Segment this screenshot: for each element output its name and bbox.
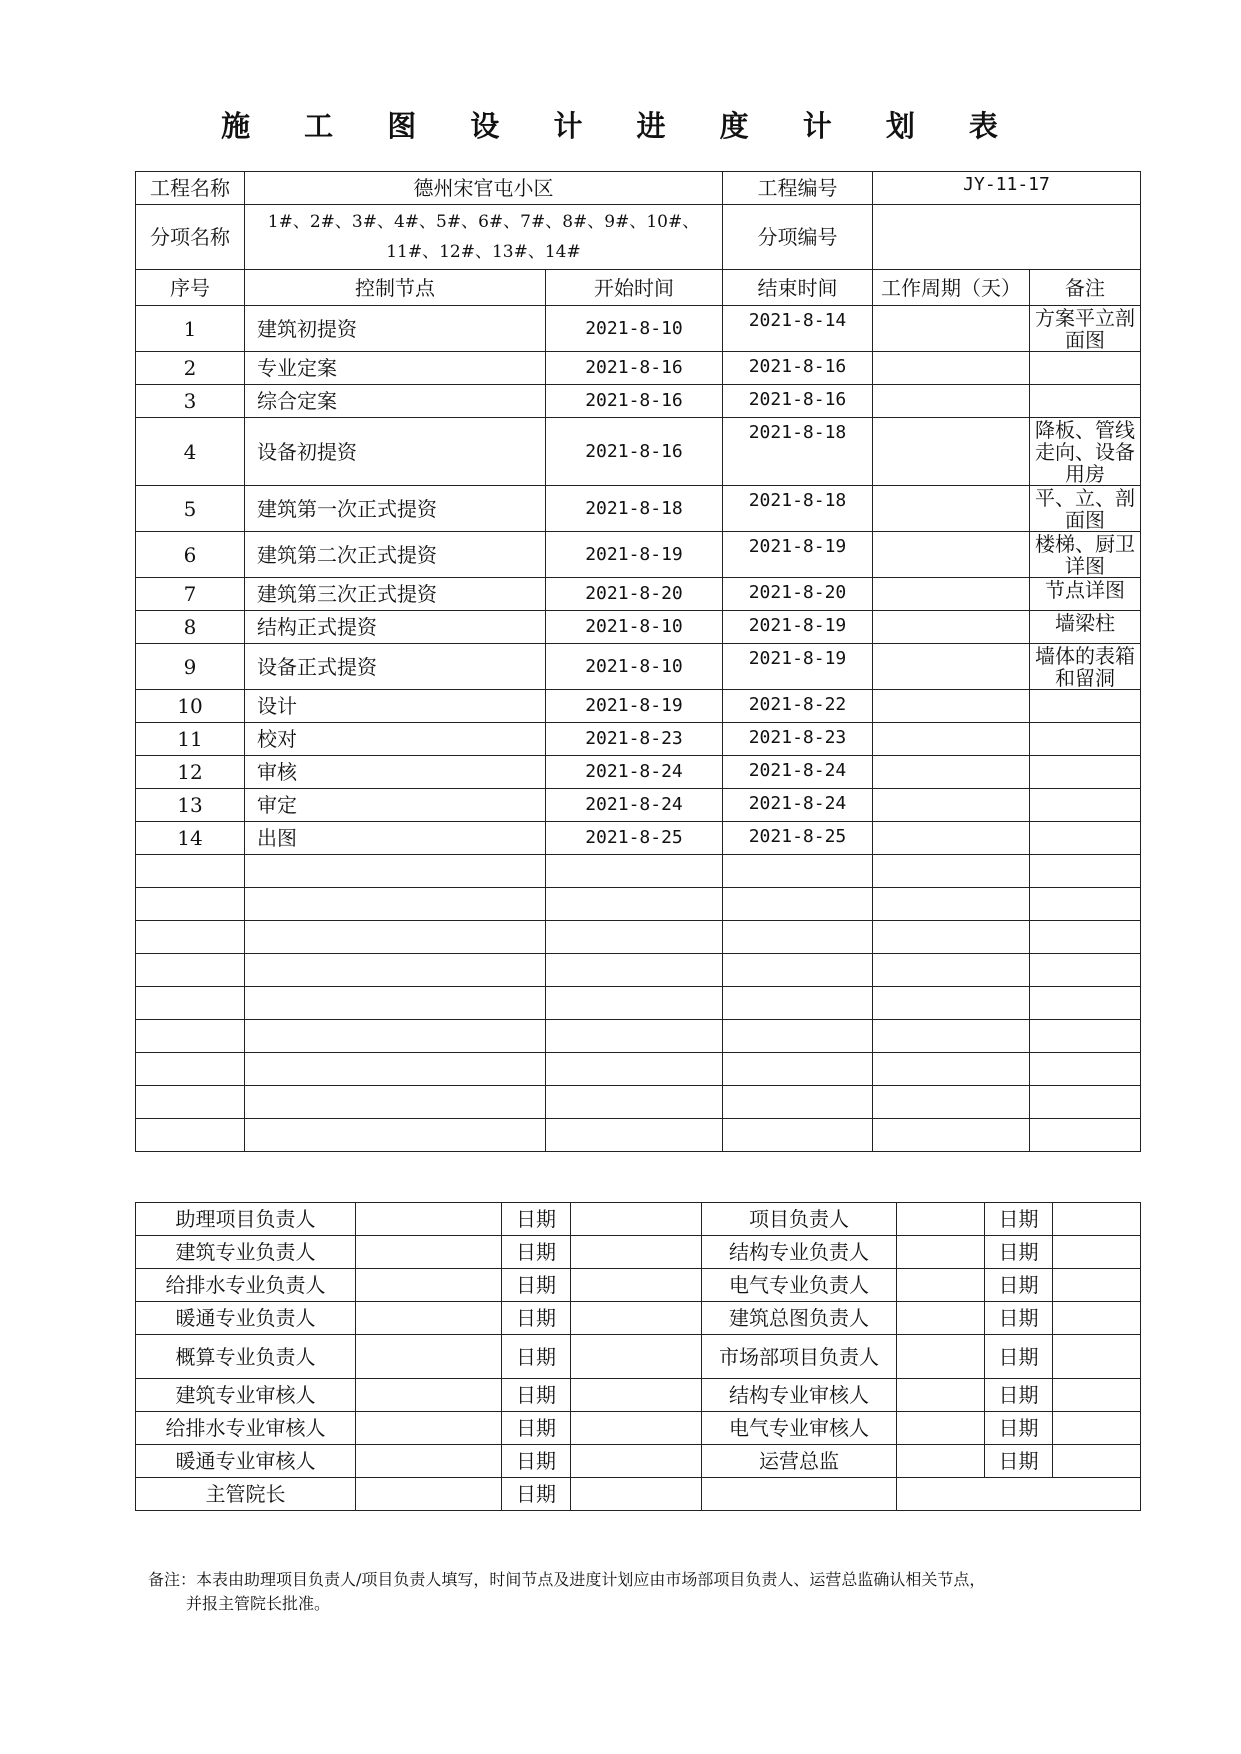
date-label-left: 日期 — [502, 1203, 571, 1236]
row-start: 2021-8-10 — [546, 306, 723, 352]
date-label-right: 日期 — [985, 1302, 1053, 1335]
subitem-name-value: 1#、2#、3#、4#、5#、6#、7#、8#、9#、10#、11#、12#、13#、14# — [245, 205, 723, 270]
empty-cell — [546, 987, 723, 1020]
row-start: 2021-8-18 — [546, 486, 723, 532]
signature-role-right: 电气专业负责人 — [702, 1269, 897, 1302]
schedule-row — [136, 352, 1141, 385]
footnote — [148, 1568, 1138, 1616]
project-name-row — [136, 172, 1141, 205]
empty-row — [136, 987, 1141, 1020]
empty-cell — [1030, 888, 1141, 921]
date-label-right: 日期 — [985, 1412, 1053, 1445]
date-field-left — [571, 1478, 702, 1511]
project-name-value: 德州宋官屯小区 — [245, 172, 723, 205]
empty-cell — [546, 1053, 723, 1086]
empty-cell — [546, 888, 723, 921]
row-end: 2021-8-19 — [723, 611, 873, 644]
col-header-node: 控制节点 — [245, 270, 546, 306]
signature-role-right: 市场部项目负责人 — [702, 1335, 897, 1379]
signature-row — [136, 1236, 1141, 1269]
empty-cell — [136, 987, 245, 1020]
empty-cell — [245, 1053, 546, 1086]
empty-cell — [723, 1053, 873, 1086]
row-period — [873, 690, 1030, 723]
row-period — [873, 352, 1030, 385]
empty-cell — [546, 855, 723, 888]
date-label-right: 日期 — [985, 1335, 1053, 1379]
date-field-right — [1053, 1302, 1141, 1335]
empty-cell — [136, 1053, 245, 1086]
signature-role-right: 结构专业负责人 — [702, 1236, 897, 1269]
row-seq: 9 — [136, 644, 245, 690]
col-header-remark: 备注 — [1030, 270, 1141, 306]
row-period — [873, 756, 1030, 789]
signature-role-right: 电气专业审核人 — [702, 1412, 897, 1445]
date-field-right — [1053, 1445, 1141, 1478]
signature-field-left — [356, 1269, 502, 1302]
row-remark: 楼梯、厨卫详图 — [1030, 532, 1141, 578]
row-start: 2021-8-10 — [546, 611, 723, 644]
empty-cell — [723, 1119, 873, 1152]
signature-role-left: 给排水专业负责人 — [136, 1269, 356, 1302]
row-node: 综合定案 — [245, 385, 546, 418]
empty-cell — [245, 921, 546, 954]
row-seq: 7 — [136, 578, 245, 611]
signature-field-right — [897, 1412, 985, 1445]
col-header-start: 开始时间 — [546, 270, 723, 306]
signature-role-right — [702, 1478, 897, 1511]
date-label-right: 日期 — [985, 1203, 1053, 1236]
signature-field-right — [897, 1236, 985, 1269]
schedule-row — [136, 723, 1141, 756]
empty-cell — [873, 921, 1030, 954]
col-header-seq: 序号 — [136, 270, 245, 306]
schedule-row — [136, 756, 1141, 789]
empty-cell — [245, 855, 546, 888]
row-start: 2021-8-20 — [546, 578, 723, 611]
row-node: 设备初提资 — [245, 418, 546, 486]
row-remark — [1030, 723, 1141, 756]
empty-cell — [1030, 855, 1141, 888]
schedule-row — [136, 486, 1141, 532]
row-remark — [1030, 352, 1141, 385]
row-period — [873, 611, 1030, 644]
signature-field-left — [356, 1335, 502, 1379]
empty-cell — [136, 954, 245, 987]
empty-cell — [1030, 954, 1141, 987]
signature-role-right: 结构专业审核人 — [702, 1379, 897, 1412]
date-label-left: 日期 — [502, 1478, 571, 1511]
schedule-row — [136, 644, 1141, 690]
row-period — [873, 306, 1030, 352]
empty-cell — [1030, 987, 1141, 1020]
schedule-row — [136, 789, 1141, 822]
row-node: 设备正式提资 — [245, 644, 546, 690]
signature-field-left — [356, 1203, 502, 1236]
row-start: 2021-8-19 — [546, 690, 723, 723]
row-end: 2021-8-24 — [723, 789, 873, 822]
column-header-row — [136, 270, 1141, 306]
row-start: 2021-8-25 — [546, 822, 723, 855]
signature-role-right: 建筑总图负责人 — [702, 1302, 897, 1335]
row-node: 建筑第一次正式提资 — [245, 486, 546, 532]
empty-cell — [1030, 921, 1141, 954]
row-seq: 12 — [136, 756, 245, 789]
row-remark: 降板、管线走向、设备用房 — [1030, 418, 1141, 486]
row-node: 建筑第三次正式提资 — [245, 578, 546, 611]
empty-cell — [1030, 1086, 1141, 1119]
row-start: 2021-8-19 — [546, 532, 723, 578]
date-field-right — [1053, 1269, 1141, 1302]
schedule-row — [136, 578, 1141, 611]
row-start: 2021-8-23 — [546, 723, 723, 756]
signature-field-left — [356, 1379, 502, 1412]
row-end: 2021-8-18 — [723, 486, 873, 532]
row-seq: 1 — [136, 306, 245, 352]
row-seq: 2 — [136, 352, 245, 385]
row-remark: 方案平立剖面图 — [1030, 306, 1141, 352]
row-period — [873, 385, 1030, 418]
date-label-right: 日期 — [985, 1445, 1053, 1478]
project-code-label: 工程编号 — [723, 172, 873, 205]
row-seq: 5 — [136, 486, 245, 532]
date-field-right — [1053, 1335, 1141, 1379]
row-seq: 11 — [136, 723, 245, 756]
date-label-left: 日期 — [502, 1269, 571, 1302]
row-node: 出图 — [245, 822, 546, 855]
project-name-label: 工程名称 — [136, 172, 245, 205]
empty-cell — [873, 855, 1030, 888]
signature-field-left — [356, 1236, 502, 1269]
empty-cell — [245, 987, 546, 1020]
date-label-right: 日期 — [985, 1236, 1053, 1269]
empty-cell — [245, 1020, 546, 1053]
empty-cell — [136, 921, 245, 954]
signature-table — [135, 1202, 1141, 1511]
row-period — [873, 723, 1030, 756]
row-seq: 8 — [136, 611, 245, 644]
empty-cell — [723, 888, 873, 921]
signature-role-left: 主管院长 — [136, 1478, 356, 1511]
signature-row — [136, 1203, 1141, 1236]
date-field-left — [571, 1203, 702, 1236]
date-label-right: 日期 — [985, 1269, 1053, 1302]
empty-cell — [723, 1086, 873, 1119]
subitem-code-label: 分项编号 — [723, 205, 873, 270]
row-remark: 平、立、剖面图 — [1030, 486, 1141, 532]
date-field-left — [571, 1412, 702, 1445]
row-period — [873, 644, 1030, 690]
row-node: 校对 — [245, 723, 546, 756]
project-code-value: JY-11-17 — [873, 172, 1141, 205]
row-period — [873, 532, 1030, 578]
row-end: 2021-8-20 — [723, 578, 873, 611]
row-end: 2021-8-19 — [723, 644, 873, 690]
row-remark — [1030, 690, 1141, 723]
signature-role-left: 概算专业负责人 — [136, 1335, 356, 1379]
row-start: 2021-8-16 — [546, 385, 723, 418]
signature-body — [136, 1203, 1141, 1511]
date-label-left: 日期 — [502, 1445, 571, 1478]
empty-row — [136, 1020, 1141, 1053]
empty-cell — [136, 888, 245, 921]
empty-cell — [245, 1119, 546, 1152]
empty-cell — [873, 1020, 1030, 1053]
empty-cell — [873, 1119, 1030, 1152]
footnote-line1: 备注：本表由助理项目负责人/项目负责人填写，时间节点及进度计划应由市场部项目负责人、运营总监确认相关节点， — [148, 1570, 986, 1589]
signature-field-right — [897, 1335, 985, 1379]
schedule-row — [136, 385, 1141, 418]
empty-cell — [546, 1119, 723, 1152]
empty-cell — [546, 921, 723, 954]
row-remark — [1030, 385, 1141, 418]
row-remark: 墙梁柱 — [1030, 611, 1141, 644]
date-label-right: 日期 — [985, 1379, 1053, 1412]
empty-row — [136, 855, 1141, 888]
empty-cell — [723, 855, 873, 888]
date-label-left: 日期 — [502, 1236, 571, 1269]
schedule-row — [136, 690, 1141, 723]
row-node: 设计 — [245, 690, 546, 723]
signature-row — [136, 1478, 1141, 1511]
schedule-row — [136, 418, 1141, 486]
schedule-table — [135, 171, 1141, 1152]
row-period — [873, 486, 1030, 532]
empty-row — [136, 921, 1141, 954]
empty-row — [136, 954, 1141, 987]
date-label-left: 日期 — [502, 1302, 571, 1335]
signature-role-left: 建筑专业负责人 — [136, 1236, 356, 1269]
signature-field-right — [897, 1302, 985, 1335]
date-label-left: 日期 — [502, 1335, 571, 1379]
date-field-left — [571, 1236, 702, 1269]
empty-cell — [1030, 1119, 1141, 1152]
signature-field-left — [356, 1478, 502, 1511]
row-start: 2021-8-24 — [546, 789, 723, 822]
subitem-name-label: 分项名称 — [136, 205, 245, 270]
row-remark: 节点详图 — [1030, 578, 1141, 611]
signature-field-right — [897, 1445, 985, 1478]
document-title: 施 工 图 设 计 进 度 计 划 表 — [221, 109, 1020, 143]
empty-cell — [873, 987, 1030, 1020]
row-node: 建筑初提资 — [245, 306, 546, 352]
empty-cell — [136, 1086, 245, 1119]
row-node: 审核 — [245, 756, 546, 789]
row-remark: 墙体的表箱和留洞 — [1030, 644, 1141, 690]
schedule-body — [136, 172, 1141, 1152]
empty-row — [136, 1086, 1141, 1119]
date-field-right — [1053, 1379, 1141, 1412]
row-start: 2021-8-16 — [546, 418, 723, 486]
empty-cell — [723, 1020, 873, 1053]
col-header-end: 结束时间 — [723, 270, 873, 306]
schedule-row — [136, 532, 1141, 578]
col-header-period: 工作周期（天） — [873, 270, 1030, 306]
empty-cell — [546, 1020, 723, 1053]
empty-row — [136, 1119, 1141, 1152]
empty-cell — [245, 1086, 546, 1119]
schedule-row — [136, 306, 1141, 352]
row-node: 专业定案 — [245, 352, 546, 385]
signature-field-right — [897, 1269, 985, 1302]
date-field-left — [571, 1302, 702, 1335]
row-node: 审定 — [245, 789, 546, 822]
signature-role-left: 暖通专业审核人 — [136, 1445, 356, 1478]
row-seq: 3 — [136, 385, 245, 418]
empty-cell — [546, 1086, 723, 1119]
row-end: 2021-8-14 — [723, 306, 873, 352]
subitem-code-value — [873, 205, 1141, 270]
row-remark — [1030, 822, 1141, 855]
signature-field-right — [897, 1478, 1141, 1511]
signature-row — [136, 1445, 1141, 1478]
signature-row — [136, 1302, 1141, 1335]
empty-cell — [873, 1086, 1030, 1119]
date-field-right — [1053, 1236, 1141, 1269]
signature-row — [136, 1269, 1141, 1302]
row-end: 2021-8-16 — [723, 352, 873, 385]
row-start: 2021-8-16 — [546, 352, 723, 385]
row-start: 2021-8-10 — [546, 644, 723, 690]
row-seq: 14 — [136, 822, 245, 855]
row-end: 2021-8-25 — [723, 822, 873, 855]
row-seq: 13 — [136, 789, 245, 822]
row-end: 2021-8-23 — [723, 723, 873, 756]
empty-cell — [546, 954, 723, 987]
row-remark — [1030, 756, 1141, 789]
empty-cell — [136, 855, 245, 888]
signature-role-right: 项目负责人 — [702, 1203, 897, 1236]
subitem-row — [136, 205, 1141, 270]
signature-role-left: 建筑专业审核人 — [136, 1379, 356, 1412]
empty-cell — [873, 888, 1030, 921]
row-remark — [1030, 789, 1141, 822]
schedule-row — [136, 611, 1141, 644]
row-seq: 10 — [136, 690, 245, 723]
row-end: 2021-8-24 — [723, 756, 873, 789]
signature-field-right — [897, 1379, 985, 1412]
row-end: 2021-8-22 — [723, 690, 873, 723]
row-start: 2021-8-24 — [546, 756, 723, 789]
signature-role-left: 给排水专业审核人 — [136, 1412, 356, 1445]
signature-role-left: 助理项目负责人 — [136, 1203, 356, 1236]
row-end: 2021-8-16 — [723, 385, 873, 418]
signature-role-right: 运营总监 — [702, 1445, 897, 1478]
date-field-right — [1053, 1412, 1141, 1445]
empty-cell — [723, 921, 873, 954]
empty-cell — [136, 1020, 245, 1053]
signature-role-left: 暖通专业负责人 — [136, 1302, 356, 1335]
date-field-left — [571, 1445, 702, 1478]
empty-cell — [1030, 1020, 1141, 1053]
signature-row — [136, 1335, 1141, 1379]
row-end: 2021-8-19 — [723, 532, 873, 578]
row-end: 2021-8-18 — [723, 418, 873, 486]
empty-cell — [723, 954, 873, 987]
row-seq: 4 — [136, 418, 245, 486]
row-period — [873, 578, 1030, 611]
date-field-right — [1053, 1203, 1141, 1236]
row-node: 结构正式提资 — [245, 611, 546, 644]
schedule-row — [136, 822, 1141, 855]
date-field-left — [571, 1379, 702, 1412]
signature-field-left — [356, 1412, 502, 1445]
empty-row — [136, 1053, 1141, 1086]
date-label-left: 日期 — [502, 1412, 571, 1445]
signature-row — [136, 1412, 1141, 1445]
row-node: 建筑第二次正式提资 — [245, 532, 546, 578]
empty-cell — [1030, 1053, 1141, 1086]
signature-field-left — [356, 1445, 502, 1478]
row-period — [873, 418, 1030, 486]
signature-field-left — [356, 1302, 502, 1335]
empty-cell — [873, 954, 1030, 987]
footnote-line2: 并报主管院长批准。 — [186, 1594, 331, 1613]
empty-row — [136, 888, 1141, 921]
empty-cell — [245, 954, 546, 987]
row-period — [873, 789, 1030, 822]
date-field-left — [571, 1335, 702, 1379]
signature-field-right — [897, 1203, 985, 1236]
empty-cell — [873, 1053, 1030, 1086]
date-label-left: 日期 — [502, 1379, 571, 1412]
empty-cell — [136, 1119, 245, 1152]
empty-cell — [245, 888, 546, 921]
signature-row — [136, 1379, 1141, 1412]
row-seq: 6 — [136, 532, 245, 578]
date-field-left — [571, 1269, 702, 1302]
row-period — [873, 822, 1030, 855]
empty-cell — [723, 987, 873, 1020]
